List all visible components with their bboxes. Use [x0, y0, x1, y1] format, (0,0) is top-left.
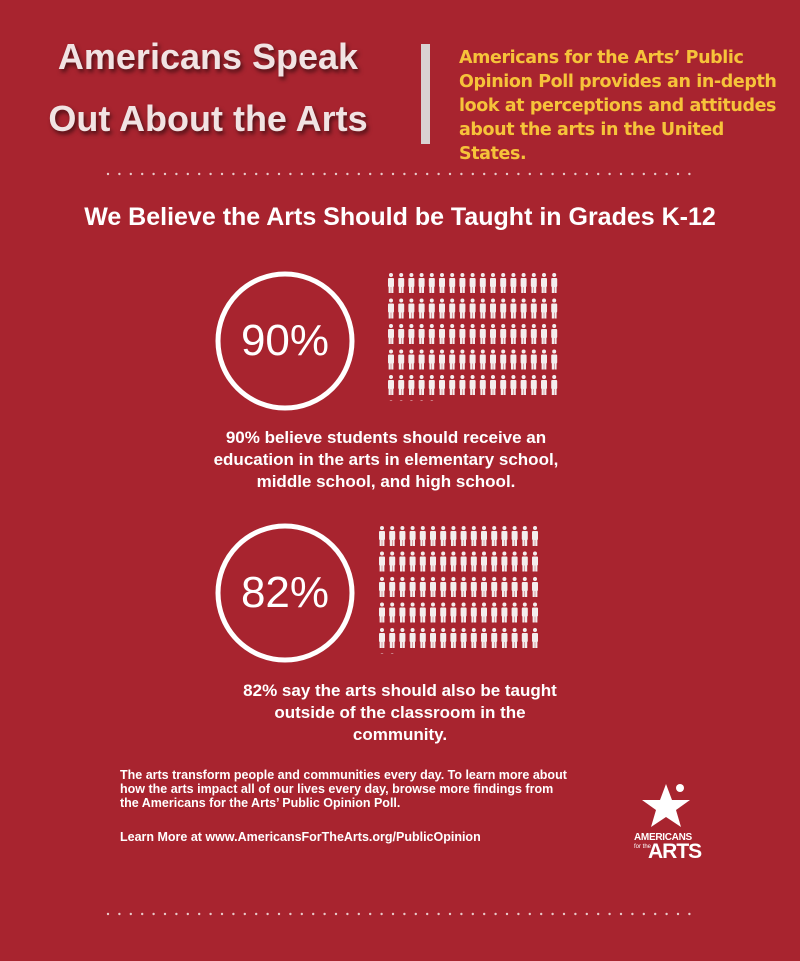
divider-dot — [540, 913, 542, 915]
person-icon — [459, 324, 465, 344]
person-icon — [398, 273, 404, 293]
divider-dot — [460, 913, 462, 915]
person-icon — [399, 628, 405, 648]
person-icon — [449, 350, 455, 370]
divider-dot — [643, 173, 645, 175]
person-icon — [471, 552, 477, 572]
divider-dot — [358, 913, 360, 915]
divider-dot — [244, 173, 246, 175]
stat-percent: 82% — [240, 568, 330, 617]
divider-dot — [574, 913, 576, 915]
person-icon — [501, 526, 507, 546]
person-icon — [440, 526, 446, 546]
divider-dot — [266, 173, 268, 175]
person-icon — [510, 273, 516, 293]
person-icon — [501, 577, 507, 597]
person-icon — [450, 526, 456, 546]
person-icon — [480, 324, 486, 344]
divider-dot — [232, 913, 234, 915]
person-icon — [439, 299, 445, 319]
divider-dot — [483, 913, 485, 915]
person-icon — [481, 526, 487, 546]
divider-dot — [494, 173, 496, 175]
divider-dot — [654, 913, 656, 915]
intro-text: Americans for the Arts’ Public Opinion Poll provides an in-depth look at perceptions and attitudes about the arts in the United States. — [459, 48, 777, 164]
person-icon — [501, 552, 507, 572]
divider-dot — [380, 913, 382, 915]
person-icon — [429, 350, 435, 370]
divider-dot — [244, 913, 246, 915]
divider-dot — [494, 913, 496, 915]
person-icon — [389, 552, 395, 572]
divider-dot — [551, 913, 553, 915]
divider-dot — [164, 913, 166, 915]
person-icon — [521, 324, 527, 344]
divider-dot — [323, 913, 325, 915]
person-icon — [500, 350, 506, 370]
divider-dot — [460, 173, 462, 175]
divider-dot — [358, 173, 360, 175]
person-icon — [430, 552, 436, 572]
divider-dot — [517, 173, 519, 175]
person-icon — [398, 401, 404, 402]
divider-dot — [152, 913, 154, 915]
stat-percent: 90% — [240, 316, 330, 365]
person-icon — [491, 628, 497, 648]
person-icon — [410, 526, 416, 546]
person-icon — [408, 401, 414, 402]
person-icon — [490, 299, 496, 319]
person-icon — [429, 324, 435, 344]
divider-dot — [312, 173, 314, 175]
person-icon — [522, 552, 528, 572]
divider-dot — [335, 913, 337, 915]
divider-dot — [232, 173, 234, 175]
person-icon — [388, 273, 394, 293]
divider-dot — [130, 173, 132, 175]
person-icon — [522, 526, 528, 546]
person-icon — [440, 603, 446, 623]
person-icon — [471, 628, 477, 648]
person-icon — [532, 526, 538, 546]
divider-dot — [380, 173, 382, 175]
dotted-divider-top — [106, 172, 700, 176]
person-icon — [531, 299, 537, 319]
person-icon — [491, 577, 497, 597]
person-icon — [410, 603, 416, 623]
divider-dot — [449, 173, 451, 175]
person-icon — [510, 324, 516, 344]
logo-line-2: for the — [634, 844, 652, 850]
dotted-divider-bottom — [106, 912, 700, 916]
person-icon — [470, 273, 476, 293]
divider-dot — [415, 173, 417, 175]
person-icon — [512, 526, 518, 546]
person-icon — [450, 577, 456, 597]
person-icon — [470, 350, 476, 370]
divider-dot — [551, 173, 553, 175]
person-icon — [480, 350, 486, 370]
people-grid-90 — [387, 273, 562, 401]
divider-dot — [620, 913, 622, 915]
person-icon — [429, 401, 435, 402]
stat-ring-82 — [215, 523, 355, 663]
stat-caption-90: 90% believe students should receive an education in the arts in elementary school, middle school, and high school. — [213, 428, 559, 491]
divider-dot — [175, 913, 177, 915]
person-icon — [481, 628, 487, 648]
divider-dot — [437, 173, 439, 175]
divider-dot — [175, 173, 177, 175]
person-icon — [389, 654, 395, 655]
person-icon — [449, 375, 455, 395]
divider-dot — [472, 173, 474, 175]
person-icon — [398, 299, 404, 319]
person-icon — [429, 375, 435, 395]
divider-dot — [107, 173, 109, 175]
divider-dot — [563, 913, 565, 915]
person-icon — [490, 324, 496, 344]
person-icon — [500, 273, 506, 293]
person-icon — [408, 299, 414, 319]
person-icon — [532, 628, 538, 648]
person-icon — [531, 324, 537, 344]
person-icon — [461, 628, 467, 648]
divider-dot — [209, 913, 211, 915]
divider-dot — [141, 173, 143, 175]
person-icon — [408, 350, 414, 370]
person-icon — [470, 324, 476, 344]
person-icon — [500, 299, 506, 319]
person-icon — [521, 273, 527, 293]
person-icon — [532, 552, 538, 572]
divider-dot — [118, 173, 120, 175]
divider-dot — [506, 173, 508, 175]
divider-dot — [483, 173, 485, 175]
divider-dot — [209, 173, 211, 175]
divider-dot — [540, 173, 542, 175]
person-icon — [470, 375, 476, 395]
person-icon — [419, 401, 425, 402]
person-icon — [541, 324, 547, 344]
stat-ring-90 — [215, 271, 355, 411]
divider-dot — [221, 913, 223, 915]
divider-dot — [323, 173, 325, 175]
person-icon — [490, 273, 496, 293]
person-icon — [541, 273, 547, 293]
person-icon — [388, 401, 394, 402]
divider-dot — [312, 913, 314, 915]
person-icon — [398, 324, 404, 344]
person-icon — [379, 603, 385, 623]
star-icon — [636, 780, 700, 834]
person-icon — [531, 350, 537, 370]
person-icon — [480, 273, 486, 293]
divider-dot — [677, 173, 679, 175]
person-icon — [419, 375, 425, 395]
person-icon — [440, 552, 446, 572]
person-icon — [439, 324, 445, 344]
person-icon — [388, 299, 394, 319]
person-icon — [440, 628, 446, 648]
person-icon — [531, 273, 537, 293]
divider-dot — [301, 913, 303, 915]
page-title-line-2: Out About the Arts — [48, 98, 368, 139]
person-icon — [429, 273, 435, 293]
divider-dot — [449, 913, 451, 915]
divider-dot — [255, 173, 257, 175]
person-icon — [410, 577, 416, 597]
divider-dot — [278, 173, 280, 175]
person-icon — [521, 299, 527, 319]
person-icon — [501, 628, 507, 648]
person-icon — [480, 299, 486, 319]
stat-caption-82: 82% say the arts should also be taught outside of the classroom in the community. — [243, 681, 557, 744]
person-icon — [419, 350, 425, 370]
person-icon — [399, 552, 405, 572]
person-icon — [408, 375, 414, 395]
divider-dot — [586, 913, 588, 915]
person-icon — [410, 552, 416, 572]
divider-dot — [369, 913, 371, 915]
person-icon — [490, 350, 496, 370]
divider-dot — [266, 913, 268, 915]
person-icon — [461, 603, 467, 623]
person-icon — [379, 577, 385, 597]
person-icon — [461, 552, 467, 572]
logo-line-3: ARTS — [648, 840, 702, 863]
person-icon — [480, 375, 486, 395]
divider-dot — [654, 173, 656, 175]
person-icon — [450, 628, 456, 648]
person-icon — [419, 273, 425, 293]
divider-dot — [426, 913, 428, 915]
person-icon — [522, 628, 528, 648]
person-icon — [471, 603, 477, 623]
divider-dot — [289, 173, 291, 175]
divider-dot — [392, 173, 394, 175]
divider-dot — [107, 913, 109, 915]
person-icon — [481, 577, 487, 597]
person-icon — [470, 299, 476, 319]
person-icon — [521, 375, 527, 395]
person-icon — [510, 299, 516, 319]
person-icon — [491, 603, 497, 623]
person-icon — [459, 299, 465, 319]
person-icon — [551, 299, 557, 319]
person-icon — [521, 350, 527, 370]
divider-dot — [118, 913, 120, 915]
divider-dot — [346, 913, 348, 915]
person-icon — [439, 273, 445, 293]
person-icon — [532, 603, 538, 623]
person-icon — [379, 654, 385, 655]
person-icon — [429, 299, 435, 319]
person-icon — [500, 324, 506, 344]
divider-dot — [517, 913, 519, 915]
person-icon — [398, 375, 404, 395]
divider-dot — [289, 913, 291, 915]
divider-dot — [597, 173, 599, 175]
person-icon — [430, 603, 436, 623]
person-icon — [481, 603, 487, 623]
person-icon — [459, 350, 465, 370]
divider-dot — [437, 913, 439, 915]
divider-dot — [346, 173, 348, 175]
person-icon — [461, 577, 467, 597]
person-icon — [379, 526, 385, 546]
divider-dot — [198, 173, 200, 175]
person-icon — [541, 375, 547, 395]
person-icon — [419, 324, 425, 344]
divider-dot — [164, 173, 166, 175]
divider-dot — [130, 913, 132, 915]
person-icon — [420, 603, 426, 623]
person-icon — [449, 299, 455, 319]
person-icon — [379, 552, 385, 572]
person-icon — [551, 375, 557, 395]
divider-dot — [152, 173, 154, 175]
divider-dot — [141, 913, 143, 915]
page-title-line-1: Americans Speak — [57, 36, 359, 77]
divider-dot — [631, 173, 633, 175]
divider-dot — [608, 173, 610, 175]
divider-dot — [392, 913, 394, 915]
divider-dot — [665, 173, 667, 175]
person-icon — [551, 324, 557, 344]
americans-for-the-arts-logo — [628, 780, 718, 870]
person-icon — [532, 577, 538, 597]
person-icon — [420, 526, 426, 546]
person-icon — [398, 350, 404, 370]
divider-dot — [665, 913, 667, 915]
person-icon — [440, 577, 446, 597]
divider-dot — [278, 913, 280, 915]
person-icon — [449, 324, 455, 344]
person-icon — [531, 375, 537, 395]
person-icon — [459, 273, 465, 293]
person-icon — [512, 552, 518, 572]
divider-dot — [187, 173, 189, 175]
person-icon — [408, 324, 414, 344]
divider-dot — [198, 913, 200, 915]
person-icon — [399, 577, 405, 597]
person-icon — [379, 628, 385, 648]
person-icon — [512, 603, 518, 623]
person-icon — [481, 552, 487, 572]
divider-dot — [335, 173, 337, 175]
divider-dot — [620, 173, 622, 175]
person-icon — [522, 603, 528, 623]
divider-dot — [574, 173, 576, 175]
footer-body: The arts transform people and communities every day. To learn more about how the arts impact all of our lives every day, browse more findings from the Americans for the Arts’ Public Opinion Poll. — [120, 768, 567, 810]
divider-dot — [688, 913, 690, 915]
person-icon — [512, 577, 518, 597]
person-icon — [410, 628, 416, 648]
person-icon — [471, 526, 477, 546]
person-icon — [510, 350, 516, 370]
person-icon — [512, 628, 518, 648]
divider-dot — [187, 913, 189, 915]
person-icon — [439, 350, 445, 370]
person-icon — [449, 273, 455, 293]
divider-dot — [688, 173, 690, 175]
person-icon — [388, 375, 394, 395]
divider-dot — [677, 913, 679, 915]
person-icon — [510, 375, 516, 395]
title-divider — [421, 44, 430, 144]
person-icon — [551, 350, 557, 370]
divider-dot — [586, 173, 588, 175]
divider-dot — [415, 913, 417, 915]
person-icon — [419, 299, 425, 319]
divider-dot — [426, 173, 428, 175]
divider-dot — [221, 173, 223, 175]
person-icon — [541, 299, 547, 319]
person-icon — [491, 526, 497, 546]
person-icon — [420, 577, 426, 597]
person-icon — [388, 350, 394, 370]
person-icon — [430, 577, 436, 597]
divider-dot — [506, 913, 508, 915]
footer-text — [120, 768, 570, 844]
person-icon — [420, 552, 426, 572]
person-icon — [490, 375, 496, 395]
person-icon — [389, 526, 395, 546]
person-icon — [450, 552, 456, 572]
person-icon — [389, 628, 395, 648]
divider-dot — [301, 173, 303, 175]
divider-dot — [369, 173, 371, 175]
divider-dot — [472, 913, 474, 915]
person-icon — [501, 603, 507, 623]
person-icon — [430, 628, 436, 648]
person-icon — [389, 603, 395, 623]
person-icon — [408, 273, 414, 293]
people-grid-82 — [378, 526, 553, 654]
person-icon — [541, 350, 547, 370]
divider-dot — [403, 173, 405, 175]
person-icon — [522, 577, 528, 597]
person-icon — [399, 526, 405, 546]
person-icon — [439, 375, 445, 395]
person-icon — [459, 375, 465, 395]
divider-dot — [255, 913, 257, 915]
person-icon — [471, 577, 477, 597]
divider-dot — [563, 173, 565, 175]
divider-dot — [403, 913, 405, 915]
person-icon — [388, 324, 394, 344]
learn-more-link[interactable]: Learn More at www.AmericansForTheArts.org/PublicOpinion — [120, 830, 481, 844]
person-icon — [500, 375, 506, 395]
divider-dot — [597, 913, 599, 915]
divider-dot — [631, 913, 633, 915]
person-icon — [450, 603, 456, 623]
person-icon — [551, 273, 557, 293]
divider-dot — [608, 913, 610, 915]
section-heading: We Believe the Arts Should be Taught in Grades K-12 — [84, 203, 716, 231]
person-icon — [399, 603, 405, 623]
person-icon — [430, 526, 436, 546]
person-icon — [420, 628, 426, 648]
divider-dot — [529, 913, 531, 915]
divider-dot — [529, 173, 531, 175]
person-icon — [389, 577, 395, 597]
logo-line-1: AMERICANS — [634, 832, 692, 843]
person-icon — [491, 552, 497, 572]
divider-dot — [643, 913, 645, 915]
person-icon — [461, 526, 467, 546]
